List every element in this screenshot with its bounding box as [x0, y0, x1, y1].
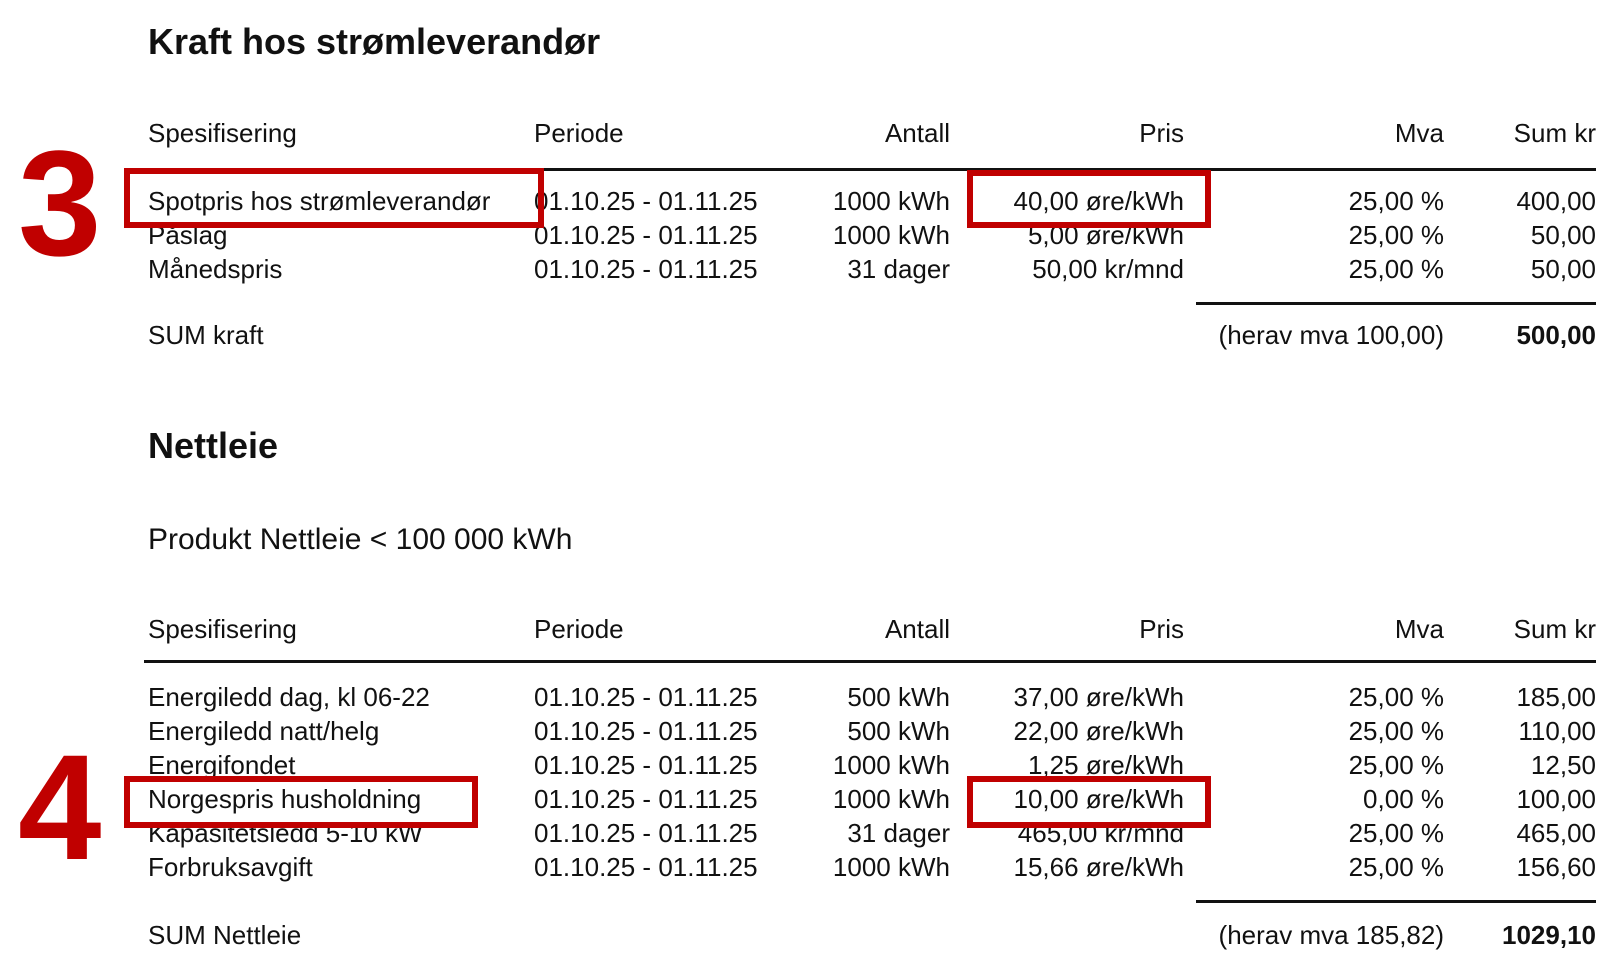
total-rule — [1196, 900, 1596, 903]
row-mva: 25,00 % — [1348, 750, 1444, 780]
row-spec: Kapasitetsledd 5-10 kW — [148, 818, 423, 848]
row-spec: Påslag — [148, 220, 228, 250]
row-spec: Energiledd dag, kl 06-22 — [148, 682, 430, 712]
row-antall: 1000 kWh — [832, 220, 950, 250]
row-mva: 25,00 % — [1348, 220, 1444, 250]
header-mva: Mva — [1394, 614, 1444, 644]
row-antall: 500 kWh — [847, 716, 950, 746]
row-periode: 01.10.25 - 01.11.25 — [534, 220, 758, 250]
total-label: SUM Nettleie — [148, 920, 302, 950]
total-mva-note: (herav mva 100,00) — [1218, 320, 1444, 350]
row-mva: 25,00 % — [1348, 818, 1444, 848]
row-pris: 50,00 kr/mnd — [1032, 254, 1184, 284]
row-sum: 50,00 — [1530, 220, 1596, 250]
highlight-box-norgespris-price — [967, 776, 1211, 828]
row-periode: 01.10.25 - 01.11.25 — [534, 818, 758, 848]
header-pris: Pris — [1139, 614, 1184, 644]
row-spec: Norgespris husholdning — [148, 784, 422, 814]
total-label: SUM kraft — [148, 320, 264, 350]
highlight-box-spotpris — [124, 168, 544, 228]
row-mva: 0,00 % — [1363, 784, 1444, 814]
row-sum: 110,00 — [1518, 716, 1596, 746]
row-sum: 100,00 — [1516, 784, 1596, 814]
row-sum: 465,00 — [1516, 818, 1596, 848]
row-periode: 01.10.25 - 01.11.25 — [534, 716, 758, 746]
row-spec: Energifondet — [148, 750, 296, 780]
row-mva: 25,00 % — [1348, 254, 1444, 284]
header-mva: Mva — [1394, 118, 1444, 148]
annotation-marker-3: 3 — [18, 119, 102, 287]
header-rule — [144, 660, 1596, 663]
highlight-box-norgespris — [124, 776, 478, 828]
row-antall: 1000 kWh — [832, 784, 950, 814]
row-periode: 01.10.25 - 01.11.25 — [534, 682, 758, 712]
row-pris: 5,00 øre/kWh — [1027, 220, 1184, 250]
section-title-kraft: Kraft hos strømleverandør — [148, 21, 601, 62]
row-antall: 1000 kWh — [832, 852, 950, 882]
row-pris: 37,00 øre/kWh — [1013, 682, 1184, 712]
row-sum: 156,60 — [1516, 852, 1596, 882]
product-title: Produkt Nettleie < 100 000 kWh — [148, 523, 573, 556]
row-pris: 1,25 øre/kWh — [1027, 750, 1184, 780]
row-periode: 01.10.25 - 01.11.25 — [534, 186, 758, 216]
row-periode: 01.10.25 - 01.11.25 — [534, 784, 758, 814]
row-pris: 22,00 øre/kWh — [1013, 716, 1184, 746]
row-periode: 01.10.25 - 01.11.25 — [534, 750, 758, 780]
row-antall: 500 kWh — [847, 682, 950, 712]
row-spec: Månedspris — [148, 254, 283, 284]
row-mva: 25,00 % — [1348, 852, 1444, 882]
header-sum: Sum kr — [1513, 614, 1596, 644]
row-mva: 25,00 % — [1348, 682, 1444, 712]
total-rule — [1196, 302, 1596, 305]
header-periode: Periode — [534, 118, 624, 148]
row-sum: 50,00 — [1530, 254, 1596, 284]
header-spesifisering: Spesifisering — [148, 614, 297, 644]
row-sum: 12,50 — [1530, 750, 1596, 780]
header-pris: Pris — [1139, 118, 1184, 148]
row-pris: 465,00 kr/mnd — [1017, 818, 1184, 848]
row-antall: 31 dager — [847, 254, 950, 284]
row-antall: 31 dager — [847, 818, 950, 848]
row-pris: 10,00 øre/kWh — [1013, 784, 1184, 814]
row-periode: 01.10.25 - 01.11.25 — [534, 852, 758, 882]
row-sum: 185,00 — [1516, 682, 1596, 712]
annotation-marker-4: 4 — [18, 723, 102, 891]
header-antall: Antall — [884, 614, 950, 644]
total-sum: 500,00 — [1516, 320, 1596, 350]
row-mva: 25,00 % — [1348, 716, 1444, 746]
row-pris: 40,00 øre/kWh — [1013, 186, 1184, 216]
header-periode: Periode — [534, 614, 624, 644]
row-mva: 25,00 % — [1348, 186, 1444, 216]
section-title-nettleie: Nettleie — [148, 425, 279, 466]
row-antall: 1000 kWh — [832, 750, 950, 780]
row-periode: 01.10.25 - 01.11.25 — [534, 254, 758, 284]
total-mva-note: (herav mva 185,82) — [1218, 920, 1444, 950]
row-sum: 400,00 — [1516, 186, 1596, 216]
total-sum: 1029,10 — [1502, 920, 1596, 950]
highlight-box-spotpris-price — [967, 170, 1211, 228]
row-spec: Forbruksavgift — [148, 852, 313, 882]
header-antall: Antall — [884, 118, 950, 148]
header-sum: Sum kr — [1513, 118, 1596, 148]
row-spec: Energiledd natt/helg — [148, 716, 380, 746]
row-antall: 1000 kWh — [832, 186, 950, 216]
row-pris: 15,66 øre/kWh — [1013, 852, 1184, 882]
row-spec: Spotpris hos strømleverandør — [148, 186, 491, 216]
header-spesifisering: Spesifisering — [148, 118, 297, 148]
